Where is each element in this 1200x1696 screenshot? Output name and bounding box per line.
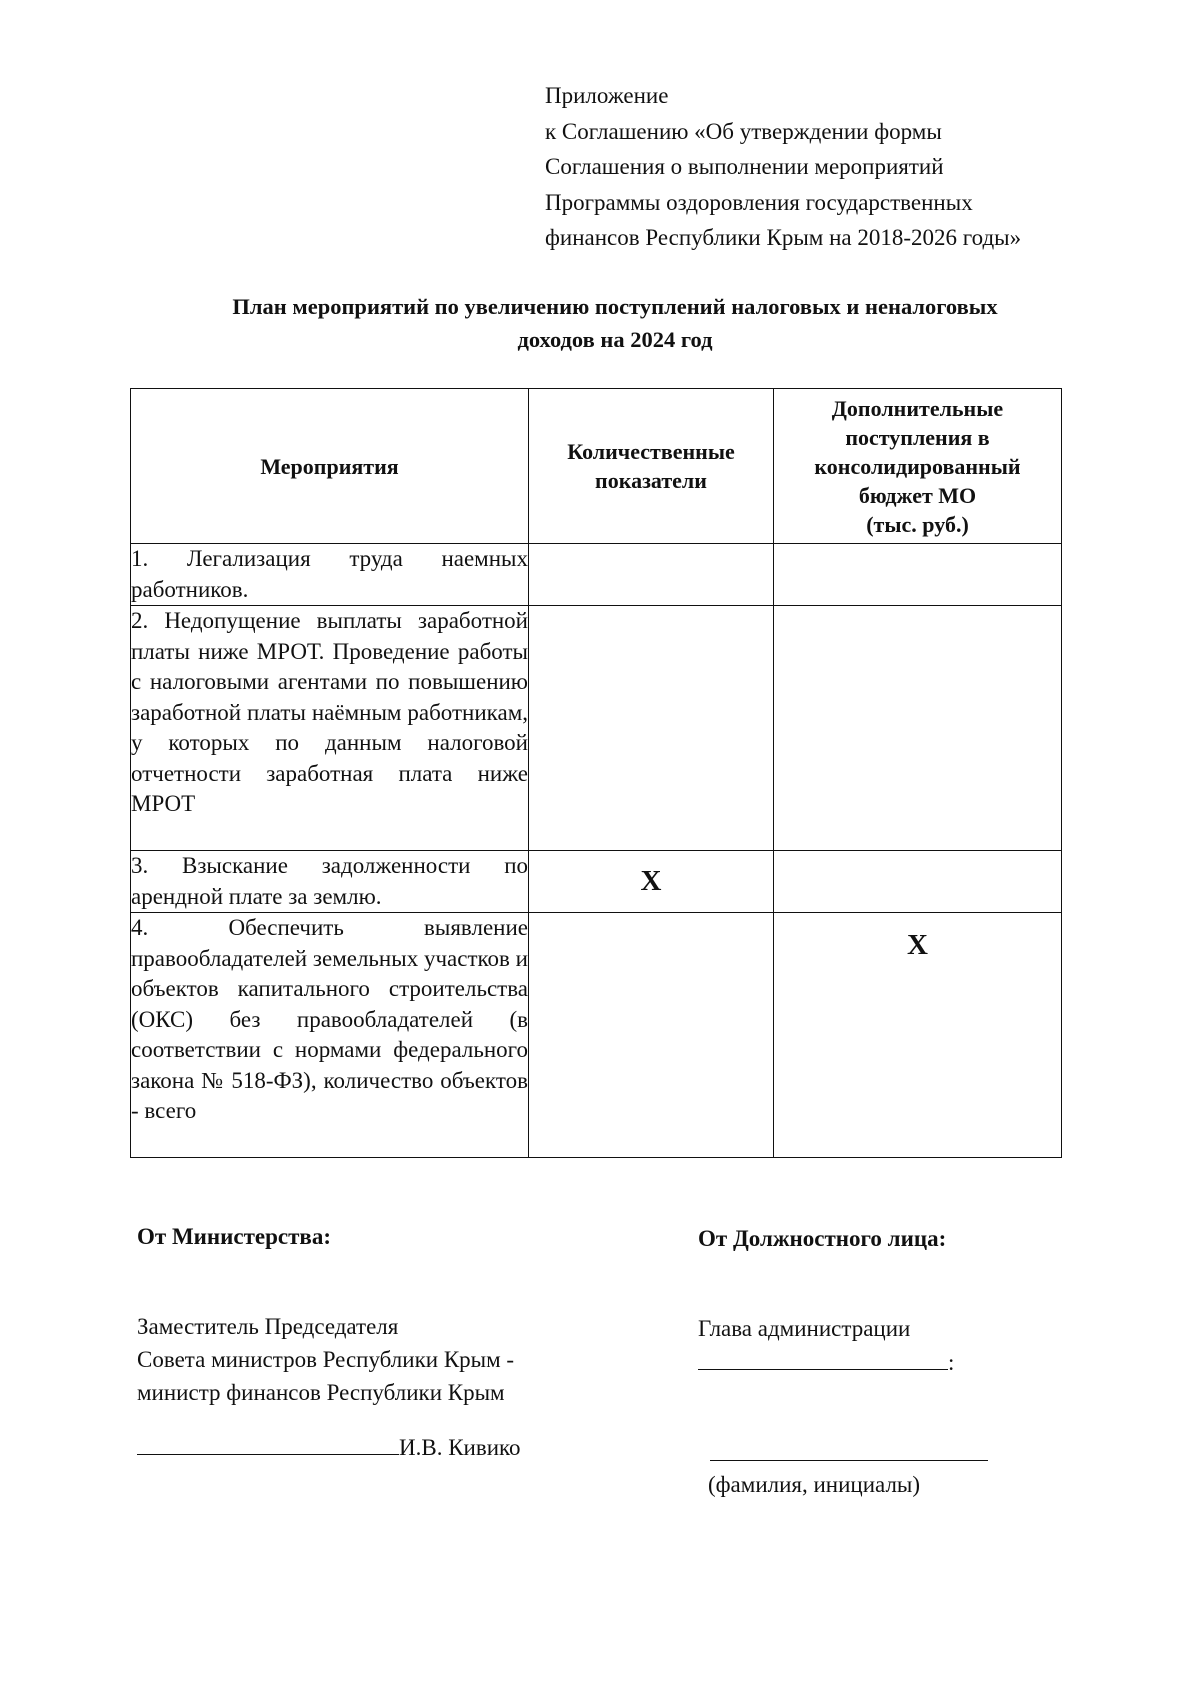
additional-cell: X bbox=[774, 913, 1062, 1158]
official-signature-line bbox=[710, 1436, 988, 1461]
ministry-position bbox=[137, 1310, 514, 1409]
appendix-line: к Соглашению «Об утверждении формы bbox=[545, 118, 942, 144]
official-position: Глава администрации bbox=[698, 1316, 911, 1341]
additional-cell bbox=[774, 606, 1062, 851]
quantitative-cell bbox=[529, 913, 774, 1158]
ministry-signer-name: И.В. Кивико bbox=[399, 1435, 521, 1460]
table-row bbox=[131, 606, 1062, 851]
official-heading: От Должностного лица: bbox=[698, 1226, 947, 1251]
header-quantitative bbox=[529, 389, 774, 544]
quantitative-cell bbox=[529, 544, 774, 606]
header-additional bbox=[774, 389, 1062, 544]
additional-cell bbox=[774, 544, 1062, 606]
appendix-line: Соглашения о выполнении мероприятий bbox=[545, 154, 944, 179]
activity-cell: 1. Легализация труда наемных работников. bbox=[131, 544, 529, 606]
header-quantitative-label: Количественные показатели bbox=[567, 439, 735, 493]
ministry-position-line: Заместитель Председателя bbox=[137, 1314, 399, 1339]
quantitative-cell: X bbox=[529, 851, 774, 913]
official-name-field bbox=[698, 1345, 954, 1379]
ministry-position-line: Совета министров Республики Крым - bbox=[137, 1347, 515, 1372]
header-units-label: (тыс. руб.) bbox=[866, 511, 969, 537]
activity-cell: 4. Обеспечить выявление правообладателей земельных участков и объектов капитального строительства (ОКС) без правообладателей (в соответствии с нормами федерального закона № 518-ФЗ), количество объектов - всего bbox=[131, 913, 529, 1158]
official-colon: : bbox=[948, 1350, 955, 1375]
appendix-block bbox=[545, 78, 1105, 256]
appendix-line: Приложение bbox=[545, 83, 669, 108]
appendix-line: финансов Республики Крым на 2018-2026 годы» bbox=[545, 225, 1022, 250]
official-name-line bbox=[698, 1345, 948, 1370]
table-row bbox=[131, 851, 1062, 913]
ministry-position-line: министр финансов Республики Крым bbox=[137, 1380, 505, 1405]
header-activities: Мероприятия bbox=[131, 389, 529, 544]
activity-cell: 3. Взыскание задолженности по арендной плате за землю. bbox=[131, 851, 529, 913]
activity-cell: 2. Недопущение выплаты заработной платы ниже МРОТ. Проведение работы с налоговыми агентами по повышению заработной платы наёмным работникам, у которых по данным налоговой отчетности заработная плата ниже МРОТ bbox=[131, 606, 529, 851]
official-caption: (фамилия, инициалы) bbox=[708, 1472, 921, 1497]
ministry-signature bbox=[137, 1430, 521, 1464]
title-line-1: План мероприятий по увеличению поступлений налоговых и неналоговых bbox=[232, 294, 998, 319]
document-title bbox=[130, 290, 1100, 356]
ministry-heading: От Министерства: bbox=[137, 1224, 331, 1249]
official-signature-field bbox=[710, 1436, 988, 1470]
header-additional-label: Дополнительные поступления в консолидированный бюджет МО bbox=[814, 395, 1021, 508]
plan-table bbox=[130, 388, 1062, 1158]
ministry-signature-line bbox=[137, 1430, 399, 1455]
table-header-row bbox=[131, 389, 1062, 544]
appendix-line: Программы оздоровления государственных bbox=[545, 189, 973, 215]
quantitative-cell bbox=[529, 606, 774, 851]
additional-cell bbox=[774, 851, 1062, 913]
table-row bbox=[131, 913, 1062, 1158]
title-line-2: доходов на 2024 год bbox=[517, 327, 713, 352]
table-row bbox=[131, 544, 1062, 606]
